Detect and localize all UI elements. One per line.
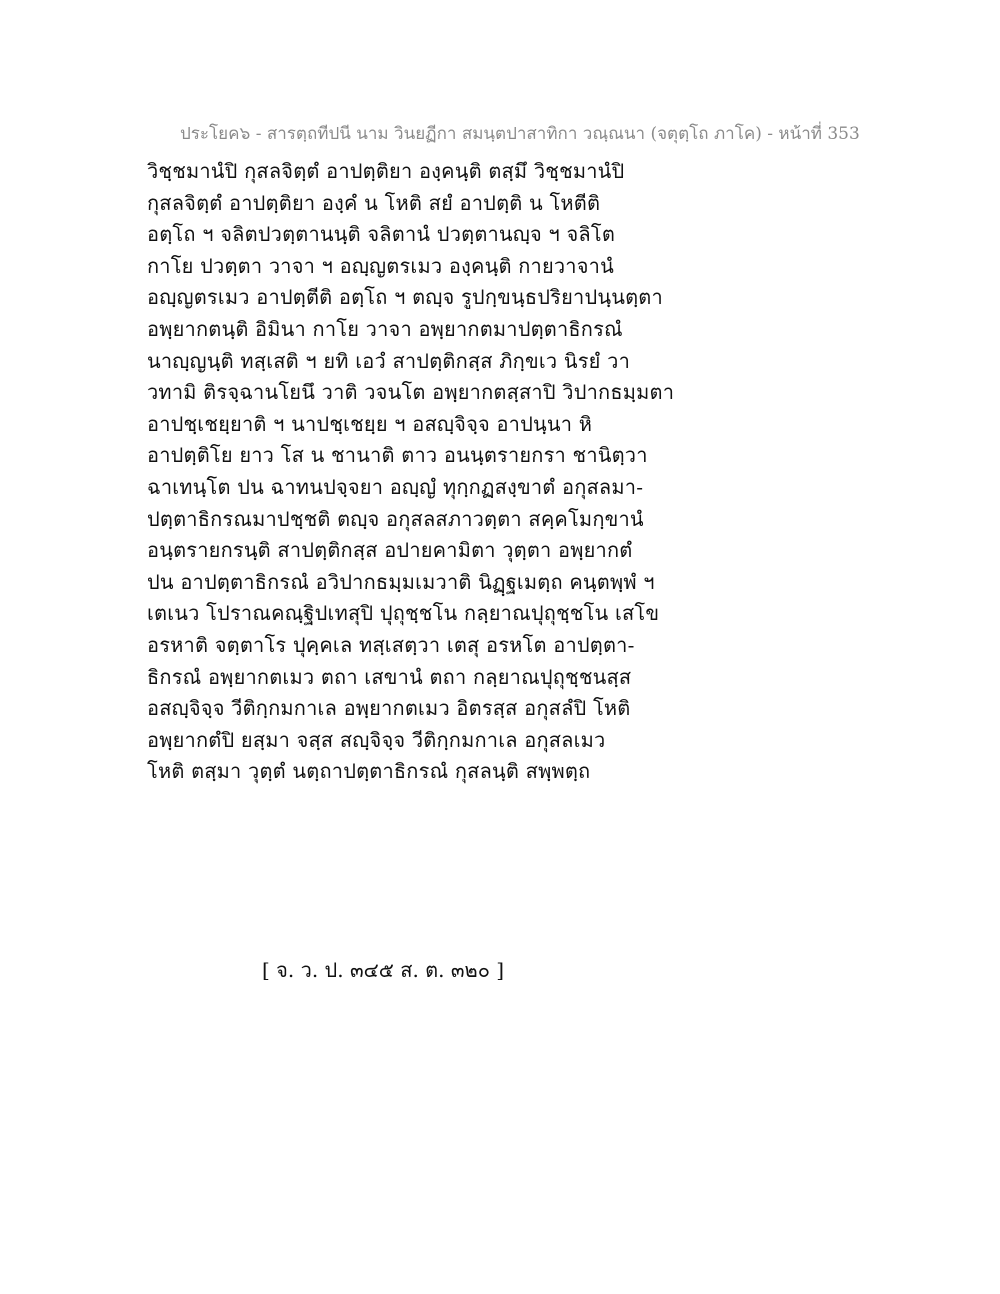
body-text bbox=[147, 156, 687, 788]
text-line: วทามิ ติรจฺฉานโยนึ วาติ วจนโต อพฺยากตสฺสาปิ วิปากธมฺมตา bbox=[147, 380, 675, 405]
source-citation: [ จ. ว. ป. ๓๔๕ ส. ต. ๓๒๐ ] bbox=[262, 958, 505, 982]
text-line: อรหาติ จตฺตาโร ปุคฺคเล ทสฺเสตฺวา เตสุ อรหโต อาปตฺตา- bbox=[147, 632, 635, 657]
text-line: กุสลจิตฺตํ อาปตฺติยา องฺคํ น โหติ สยํ อาปตฺติ น โหตีติ bbox=[147, 190, 601, 215]
text-line: อญฺญตรเมว อาปตฺตีติ อตฺโถ ฯ ตญฺจ รูปกฺขนฺธปริยาปนฺนตฺตา bbox=[147, 285, 663, 310]
text-line: โหติ ตสฺมา วุตฺตํ นตฺถาปตฺตาธิกรณํ กุสลนฺติ สพฺพตฺถ bbox=[147, 759, 591, 784]
text-line: อพฺยากตํปิ ยสฺมา จสฺส สญฺจิจฺจ วีติกฺกมกาเล อกุสลเมว bbox=[147, 727, 606, 752]
text-line: กาโย ปวตฺตา วาจา ฯ อญฺญตรเมว องฺคนฺติ กายวาจานํ bbox=[147, 253, 614, 278]
text-line: ฉาเทนฺโต ปน ฉาทนปจฺจยา อญฺญํ ทุกฺกฏสงฺขาตํ อกุสลมา- bbox=[147, 474, 644, 499]
text-line: อพฺยากตนฺติ อิมินา กาโย วาจา อพฺยากตมาปตฺตาธิกรณํ bbox=[147, 316, 623, 341]
text-line: ธิกรณํ อพฺยากตเมว ตถา เสขานํ ตถา กลฺยาณปุถุชฺชนสฺส bbox=[147, 664, 632, 689]
running-header: ประโยค๖ - สารตฺถทีปนี นาม วินยฏีกา สมนฺตปาสาทิกา วณฺณนา (จตุตฺโถ ภาโค) - หน้าที่ 353 bbox=[180, 124, 860, 144]
text-line: อนฺตรายกรนฺติ สาปตฺติกสฺส อปายคามิตา วุตฺตา อพฺยากตํ bbox=[147, 538, 633, 563]
text-line: เตเนว โปราณคณฺฐิปเทสุปิ ปุถุชฺชโน กลฺยาณปุถุชฺชโน เสโข bbox=[147, 601, 660, 626]
text-line: อตฺโถ ฯ จลิตปวตฺตานนฺติ จลิตานํ ปวตฺตานญฺจ ฯ จลิโต bbox=[147, 222, 616, 247]
text-line: ปน อาปตฺตาธิกรณํ อวิปากธมฺมเมวาติ นิฏฺฐเมตฺถ คนฺตพฺพํ ฯ bbox=[147, 569, 655, 594]
text-line: อาปชฺเชยฺยาติ ฯ นาปชฺเชยฺย ฯ อสญฺจิจฺจ อาปนฺนา หิ bbox=[147, 411, 593, 436]
text-line: อาปตฺติโย ยาว โส น ชานาติ ตาว อนนฺตรายกรา ชานิตฺวา bbox=[147, 443, 648, 468]
text-line: นาญฺญนฺติ ทสฺเสติ ฯ ยทิ เอวํ สาปตฺติกสฺส ภิกฺขเว นิรยํ วา bbox=[147, 348, 630, 373]
text-line: ปตฺตาธิกรณมาปชฺชติ ตญฺจ อกุสลสภาวตฺตา สคฺคโมกฺขานํ bbox=[147, 506, 644, 531]
text-line: วิชฺชมานํปิ กุสลจิตฺตํ อาปตฺติยา องฺคนฺติ ตสฺมึ วิชฺชมานํปิ bbox=[147, 159, 625, 183]
text-line: อสญฺจิจฺจ วีติกฺกมกาเล อพฺยากตเมว อิตรสฺส อกุสลํปิ โหติ bbox=[147, 696, 631, 721]
